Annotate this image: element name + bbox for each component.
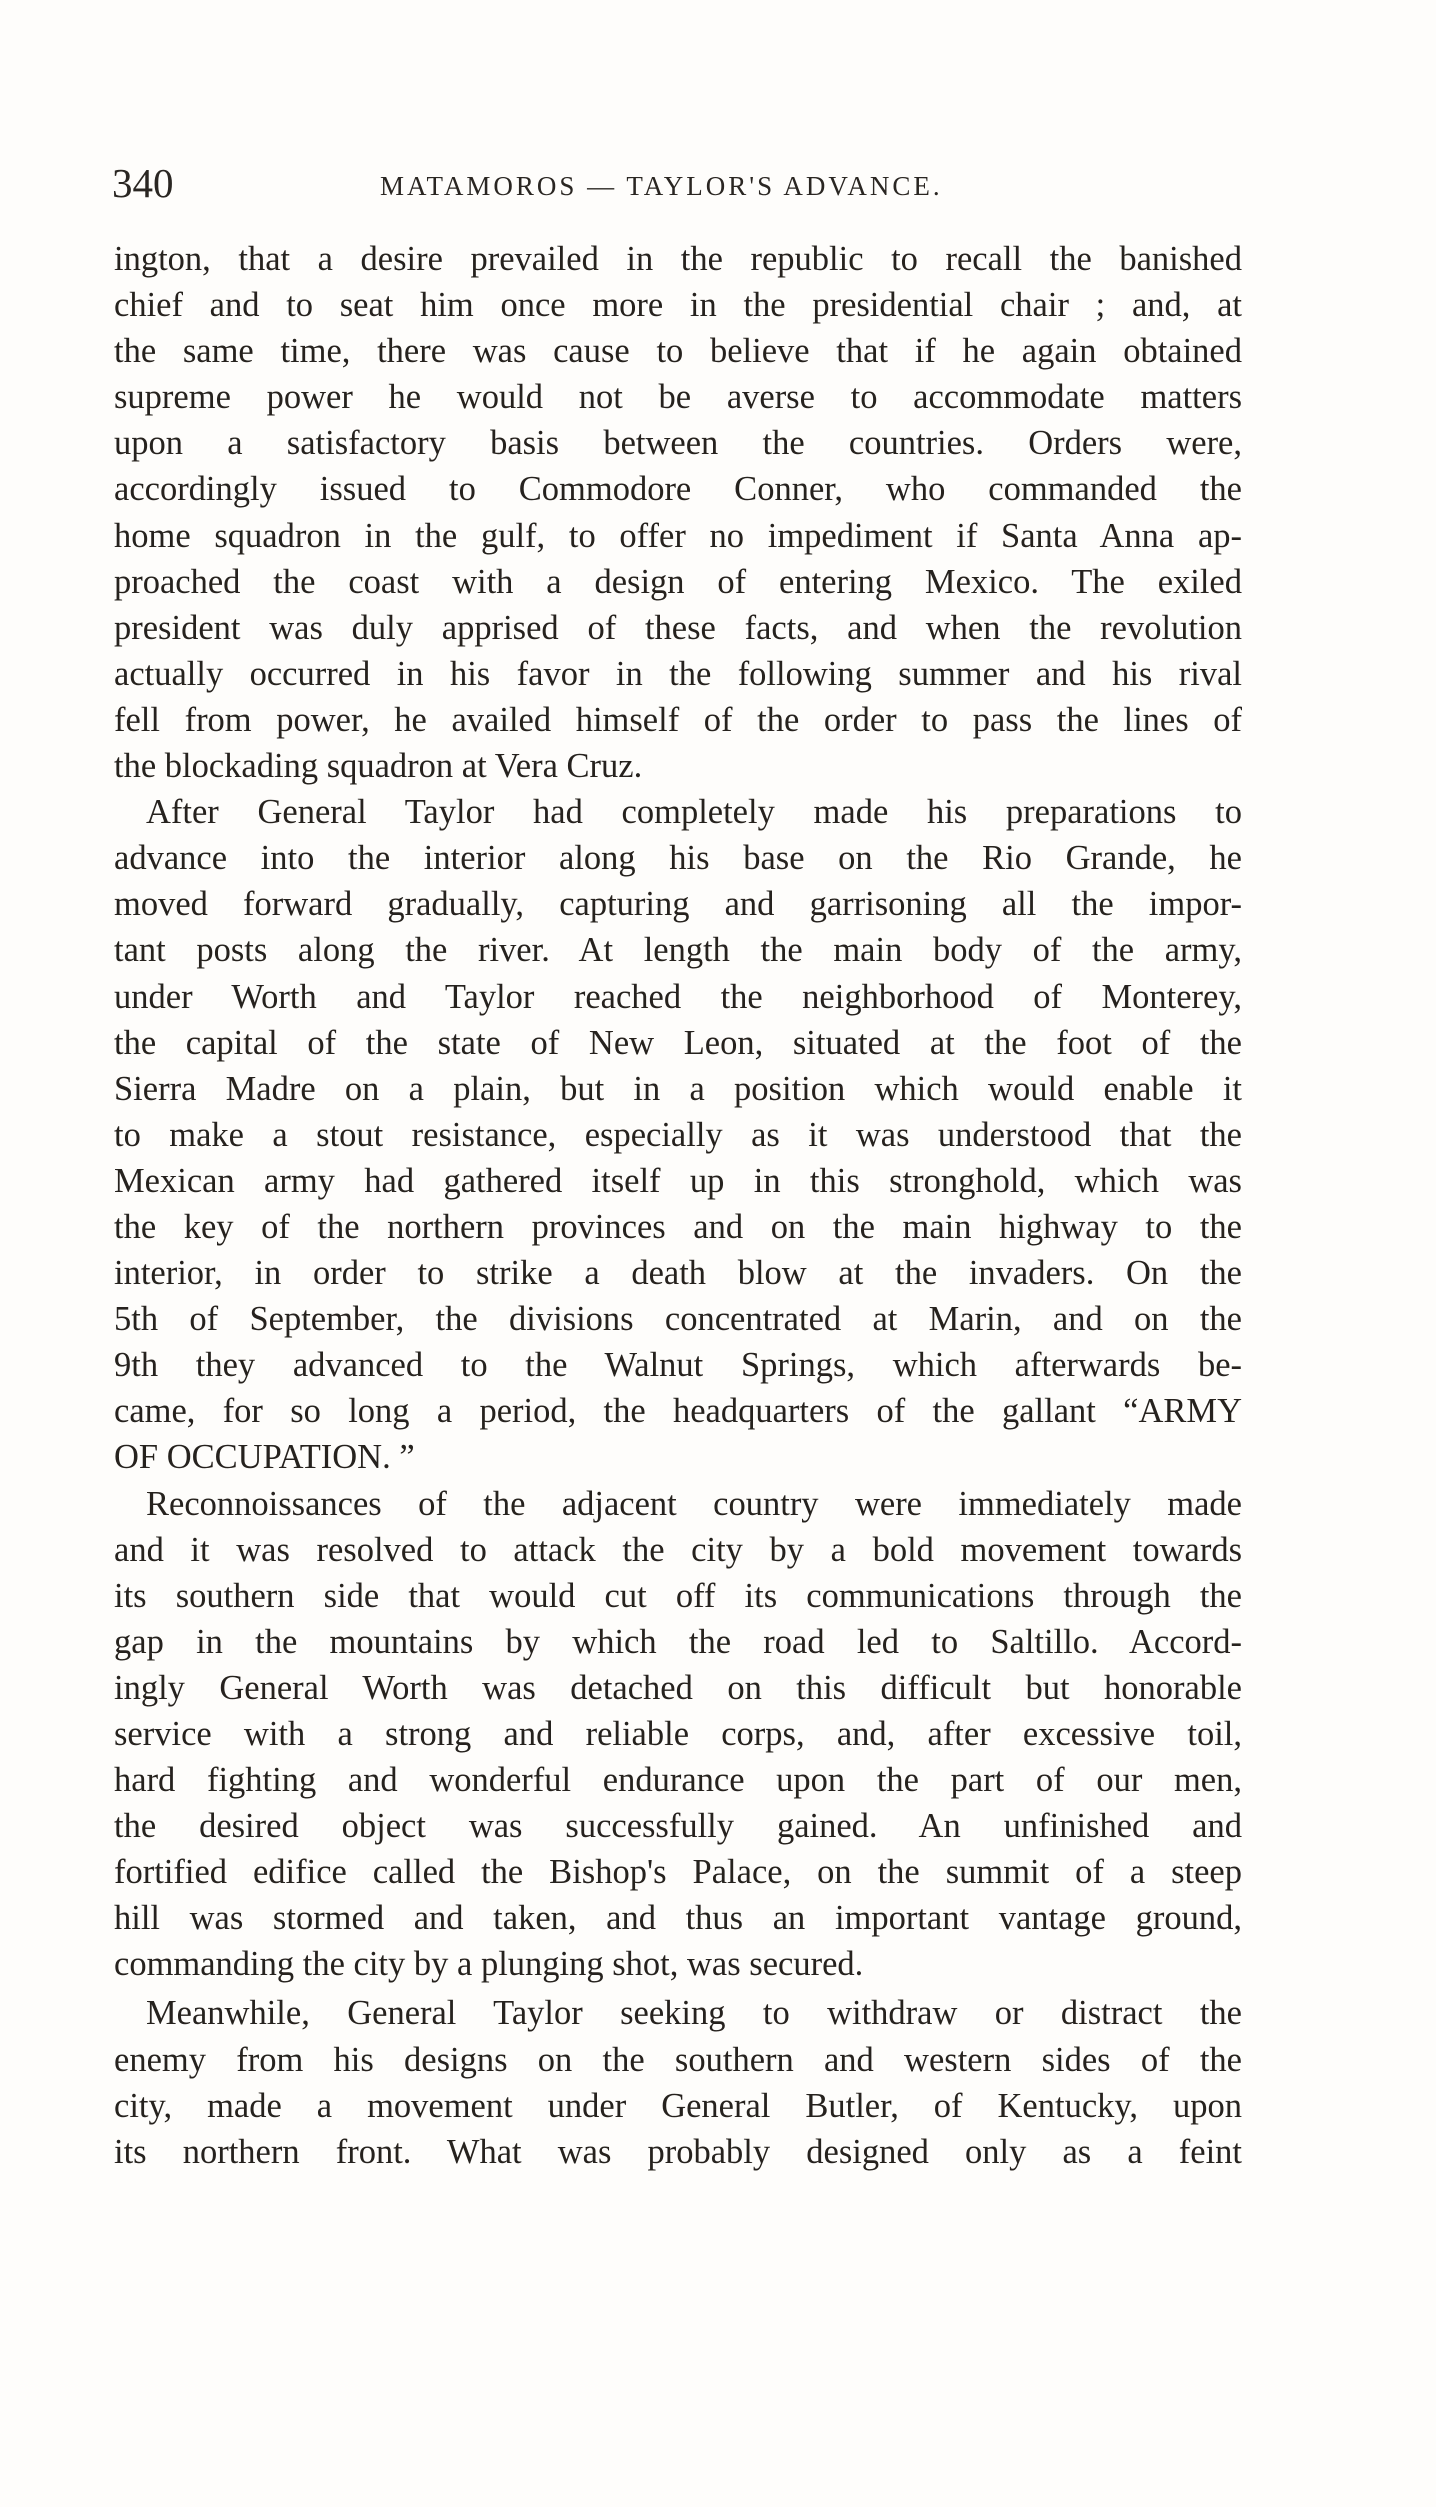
text-line: advance into the interior along his base on the Rio Grande, he bbox=[114, 839, 1242, 878]
text-line: 9th they advanced to the Walnut Springs, which afterwards be- bbox=[114, 1346, 1242, 1385]
text-line: the desired object was successfully gained. An unfinished and bbox=[114, 1807, 1242, 1846]
text-line: enemy from his designs on the southern and western sides of the bbox=[114, 2040, 1242, 2079]
paragraph-start: After General Taylor had completely made his preparations to bbox=[146, 793, 1242, 832]
text-line: chief and to seat him once more in the presidential chair ; and, at bbox=[114, 286, 1242, 325]
text-line: gap in the mountains by which the road led to Saltillo. Accord- bbox=[114, 1622, 1242, 1661]
text-line: Mexican army had gathered itself up in this stronghold, which was bbox=[114, 1161, 1242, 1200]
text-line: fortified edifice called the Bishop's Palace, on the summit of a steep bbox=[114, 1853, 1242, 1892]
text-line: hard fighting and wonderful endurance upon the part of our men, bbox=[114, 1761, 1242, 1800]
text-line: commanding the city by a plunging shot, was secured. bbox=[114, 1945, 864, 1984]
text-line: tant posts along the river. At length the main body of the army, bbox=[114, 931, 1242, 970]
text-line: interior, in order to strike a death blow at the invaders. On the bbox=[114, 1254, 1242, 1293]
text-line: Sierra Madre on a plain, but in a position which would enable it bbox=[114, 1069, 1242, 1108]
text-line: the capital of the state of New Leon, situated at the foot of the bbox=[114, 1023, 1242, 1062]
text-line: proached the coast with a design of entering Mexico. The exiled bbox=[114, 562, 1242, 601]
page-number: 340 bbox=[112, 160, 174, 206]
text-line: to make a stout resistance, especially as it was understood that the bbox=[114, 1115, 1242, 1154]
text-line: city, made a movement under General Butler, of Kentucky, upon bbox=[114, 2086, 1242, 2125]
text-line: came, for so long a period, the headquarters of the gallant “ARMY bbox=[114, 1392, 1242, 1431]
text-line: service with a strong and reliable corps, and, after excessive toil, bbox=[114, 1715, 1242, 1753]
text-line: ington, that a desire prevailed in the republic to recall the banished bbox=[114, 240, 1242, 278]
page-header bbox=[112, 158, 1242, 208]
text-line: fell from power, he availed himself of the order to pass the lines of bbox=[114, 700, 1242, 739]
text-line: under Worth and Taylor reached the neighborhood of Monterey, bbox=[114, 977, 1242, 1016]
text-line: the same time, there was cause to believe that if he again obtained bbox=[114, 332, 1242, 371]
text-line: home squadron in the gulf, to offer no impediment if Santa Anna ap- bbox=[114, 516, 1242, 555]
text-line: the blockading squadron at Vera Cruz. bbox=[114, 747, 643, 786]
text-line: and it was resolved to attack the city by a bold movement towards bbox=[114, 1530, 1242, 1569]
text-line: its southern side that would cut off its communications through the bbox=[114, 1576, 1242, 1615]
text-line: moved forward gradually, capturing and garrisoning all the impor- bbox=[114, 885, 1242, 924]
text-line: upon a satisfactory basis between the countries. Orders were, bbox=[114, 424, 1242, 463]
text-line: supreme power he would not be averse to accommodate matters bbox=[114, 378, 1242, 417]
running-head: MATAMOROS — TAYLOR'S ADVANCE. bbox=[380, 171, 943, 201]
text-line: accordingly issued to Commodore Conner, who commanded the bbox=[114, 470, 1242, 509]
text-line: ingly General Worth was detached on this difficult but honorable bbox=[114, 1668, 1242, 1707]
text-line: the key of the northern provinces and on the main highway to the bbox=[114, 1207, 1242, 1246]
text-line: its northern front. What was probably designed only as a feint bbox=[114, 2132, 1242, 2171]
paragraph-start: Reconnoissances of the adjacent country were immediately made bbox=[146, 1484, 1242, 1523]
paragraph-start: Meanwhile, General Taylor seeking to withdraw or distract the bbox=[146, 1994, 1242, 2033]
body-text bbox=[114, 236, 1242, 2175]
text-line: 5th of September, the divisions concentrated at Marin, and on the bbox=[114, 1300, 1242, 1339]
text-line: OF OCCUPATION. ” bbox=[114, 1438, 415, 1477]
text-line: hill was stormed and taken, and thus an important vantage ground, bbox=[114, 1899, 1242, 1938]
text-line: president was duly apprised of these facts, and when the revolution bbox=[114, 608, 1242, 647]
text-line: actually occurred in his favor in the following summer and his rival bbox=[114, 654, 1242, 693]
